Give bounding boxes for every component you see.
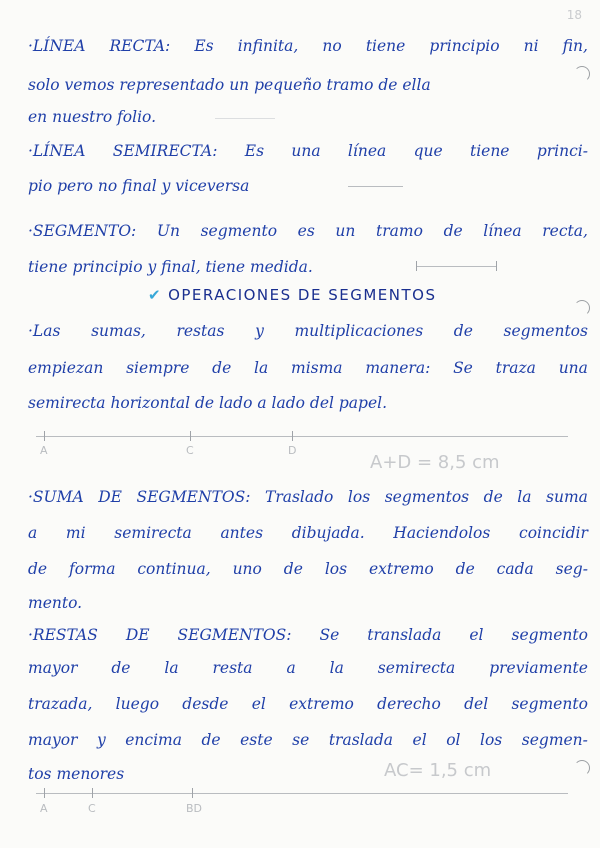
sketch-segment [416,266,496,267]
text-line: semirecta horizontal de lado a lado del papel. [28,394,388,412]
point-tick [44,788,45,798]
text-line: ·LÍNEA RECTA: Es infinita, no tiene principio ni fin, [28,37,588,55]
text-line: mayor y encima de este se traslada el ol los segmen- [28,731,588,749]
point-label: A [40,444,48,457]
text-line: tiene principio y final, tiene medida. [28,258,313,276]
point-tick [192,788,193,798]
text-line: a mi semirecta antes dibujada. Haciendolos coincidir [28,524,588,542]
section-heading [148,286,436,304]
text-line: tos menores [28,765,125,783]
measurement-label: A+D = 8,5 cm [370,452,500,473]
sketch-ray [348,186,403,187]
text-line: ·Las sumas, restas y multiplicaciones de segmentos [28,322,588,340]
point-tick [190,431,191,441]
point-tick [92,788,93,798]
point-tick [292,431,293,441]
measurement-label: AC= 1,5 cm [384,760,492,781]
text-line: pio pero no final y viceversa [28,177,250,195]
checkmark-icon: ✔ [148,286,163,304]
page-number: 18 [566,8,582,22]
text-line: de forma continua, uno de los extremo de cada seg- [28,560,588,578]
text-line: en nuestro folio. [28,108,157,126]
point-label: BD [186,802,203,815]
semirecta-line [36,793,568,794]
point-label: C [186,444,194,457]
sketch-tick [496,261,497,271]
text-line: trazada, luego desde el extremo derecho del segmento [28,695,588,713]
sketch-line [215,118,275,119]
text-line: solo vemos representado un pequeño tramo de ella [28,76,431,94]
point-label: A [40,802,48,815]
semirecta-line [36,436,568,437]
heading-text: OPERACIONES DE SEGMENTOS [168,286,437,304]
text-line: ·LÍNEA SEMIRECTA: Es una línea que tiene princi- [28,142,588,160]
text-line: ·SEGMENTO: Un segmento es un tramo de línea recta, [28,222,588,240]
point-label: C [88,802,96,815]
point-tick [44,431,45,441]
text-line: ·SUMA DE SEGMENTOS: Traslado los segmentos de la suma [28,488,588,506]
point-label: D [288,444,297,457]
text-line: empiezan siempre de la misma manera: Se traza una [28,359,588,377]
text-line: mento. [28,594,83,612]
sketch-tick [416,261,417,271]
text-line: mayor de la resta a la semirecta previamente [28,659,588,677]
ring-hole-icon [574,300,590,316]
text-line: ·RESTAS DE SEGMENTOS: Se translada el segmento [28,626,588,644]
